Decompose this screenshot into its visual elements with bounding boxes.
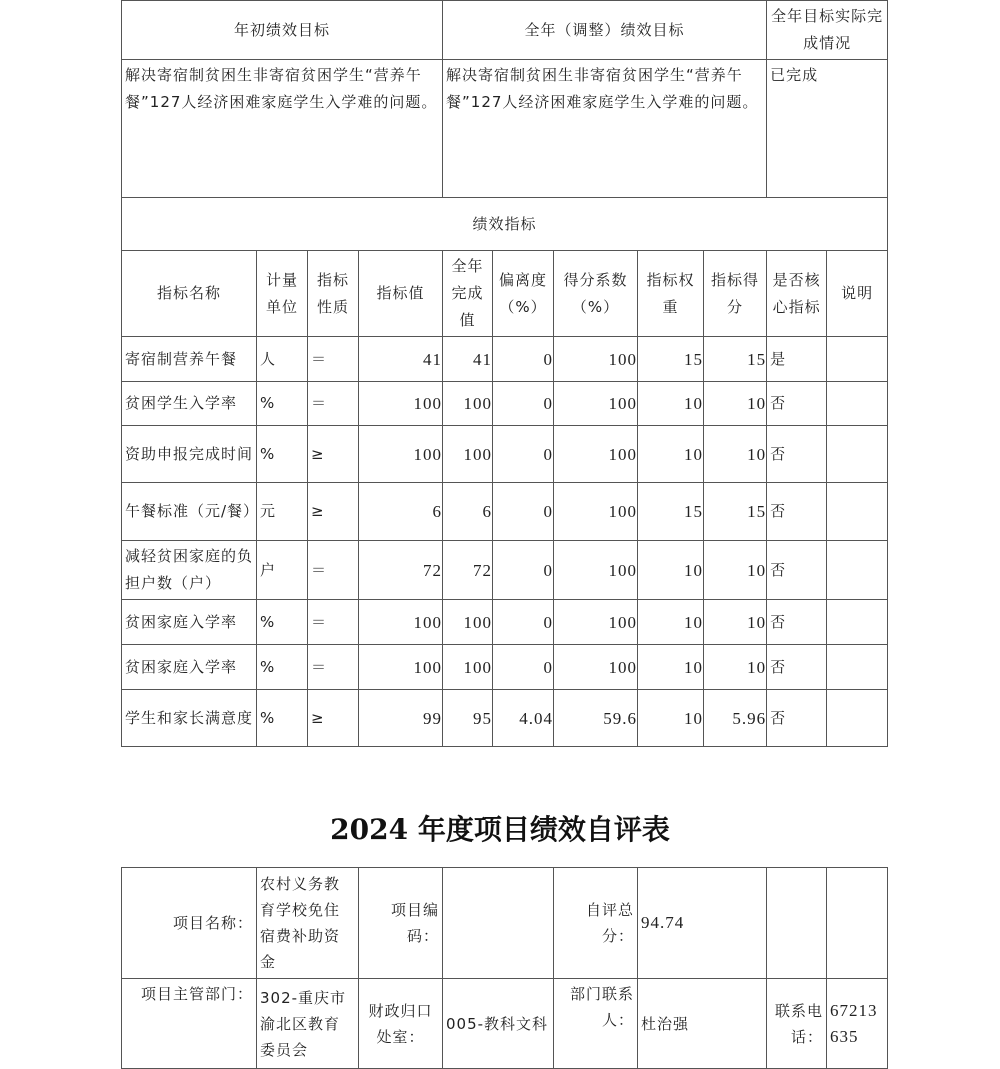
indicator-deviation: 0 — [493, 600, 554, 645]
indicator-core: 否 — [767, 690, 827, 747]
finance-office-label: 财政归口处室： — [359, 979, 443, 1069]
indicator-deviation: 4.04 — [493, 690, 554, 747]
indicator-name: 学生和家长满意度 — [122, 690, 257, 747]
indicator-core: 否 — [767, 541, 827, 600]
indicator-coefficient: 100 — [554, 645, 638, 690]
indicator-name: 午餐标准（元/餐） — [122, 483, 257, 541]
phone-label: 联系电话： — [767, 979, 827, 1069]
col-header: 计量单位 — [257, 251, 308, 337]
self-eval-title: 2024 年度项目绩效自评表 — [330, 813, 670, 846]
col-header: 指标性质 — [308, 251, 359, 337]
indicator-note — [827, 690, 888, 747]
indicator-score: 15 — [704, 337, 767, 382]
col-header: 全年完成值 — [443, 251, 493, 337]
indicator-actual: 100 — [443, 645, 493, 690]
indicator-nature: ＝ — [308, 600, 359, 645]
indicator-target: 6 — [359, 483, 443, 541]
col-header: 指标得分 — [704, 251, 767, 337]
indicator-score: 5.96 — [704, 690, 767, 747]
indicator-name: 贫困家庭入学率 — [122, 600, 257, 645]
indicator-note — [827, 426, 888, 483]
indicator-note — [827, 382, 888, 426]
indicator-score: 10 — [704, 426, 767, 483]
indicator-deviation: 0 — [493, 382, 554, 426]
indicator-target: 100 — [359, 600, 443, 645]
table-row — [122, 483, 888, 541]
table-row — [122, 645, 888, 690]
indicator-nature: ＝ — [308, 382, 359, 426]
col-header: 得分系数（%） — [554, 251, 638, 337]
indicator-name: 贫困学生入学率 — [122, 382, 257, 426]
indicator-weight: 10 — [638, 382, 704, 426]
indicator-deviation: 0 — [493, 541, 554, 600]
indicator-deviation: 0 — [493, 426, 554, 483]
self-eval-table — [121, 867, 888, 1069]
indicator-target: 41 — [359, 337, 443, 382]
indicator-actual: 41 — [443, 337, 493, 382]
col-header: 指标名称 — [122, 251, 257, 337]
indicator-actual: 95 — [443, 690, 493, 747]
indicator-actual: 72 — [443, 541, 493, 600]
indicator-target: 72 — [359, 541, 443, 600]
col-header: 说明 — [827, 251, 888, 337]
header-initial-goal: 年初绩效目标 — [122, 1, 443, 60]
indicator-note — [827, 541, 888, 600]
indicator-core: 否 — [767, 600, 827, 645]
table-row — [122, 690, 888, 747]
indicator-actual: 100 — [443, 382, 493, 426]
indicator-nature: ≥ — [308, 690, 359, 747]
indicator-coefficient: 100 — [554, 426, 638, 483]
contact-value: 杜治强 — [638, 979, 767, 1069]
empty-cell — [767, 868, 827, 979]
indicator-coefficient: 100 — [554, 483, 638, 541]
project-code-label: 项目编码： — [359, 868, 443, 979]
indicator-weight: 15 — [638, 337, 704, 382]
indicator-unit: % — [257, 645, 308, 690]
indicator-core: 否 — [767, 426, 827, 483]
header-actual-completion: 全年目标实际完成情况 — [767, 1, 888, 60]
indicator-score: 10 — [704, 600, 767, 645]
indicator-nature: ≥ — [308, 483, 359, 541]
empty-cell — [827, 868, 888, 979]
header-adjusted-goal: 全年（调整）绩效目标 — [443, 1, 767, 60]
indicators-header-row — [122, 251, 888, 337]
indicator-actual: 100 — [443, 600, 493, 645]
indicator-coefficient: 59.6 — [554, 690, 638, 747]
indicator-core: 否 — [767, 382, 827, 426]
indicator-name: 资助申报完成时间 — [122, 426, 257, 483]
indicator-coefficient: 100 — [554, 337, 638, 382]
indicator-unit: 元 — [257, 483, 308, 541]
indicator-coefficient: 100 — [554, 541, 638, 600]
indicator-name: 寄宿制营养午餐 — [122, 337, 257, 382]
indicator-actual: 100 — [443, 426, 493, 483]
col-header: 指标值 — [359, 251, 443, 337]
performance-goals-table — [121, 0, 888, 747]
project-name-value: 农村义务教育学校免住宿费补助资金 — [257, 868, 359, 979]
indicator-coefficient: 100 — [554, 382, 638, 426]
indicator-nature: ＝ — [308, 645, 359, 690]
total-score-value: 94.74 — [638, 868, 767, 979]
table-row — [122, 382, 888, 426]
indicator-unit: % — [257, 600, 308, 645]
indicator-score: 15 — [704, 483, 767, 541]
indicator-deviation: 0 — [493, 645, 554, 690]
indicator-weight: 10 — [638, 541, 704, 600]
indicator-weight: 15 — [638, 483, 704, 541]
indicator-unit: % — [257, 426, 308, 483]
indicator-target: 100 — [359, 645, 443, 690]
table-row — [122, 600, 888, 645]
indicator-weight: 10 — [638, 426, 704, 483]
indicator-note — [827, 600, 888, 645]
dept-label: 项目主管部门： — [122, 979, 257, 1069]
indicators-section-title: 绩效指标 — [122, 198, 888, 251]
indicator-note — [827, 483, 888, 541]
indicator-unit: % — [257, 382, 308, 426]
indicator-nature: ＝ — [308, 337, 359, 382]
indicator-deviation: 0 — [493, 483, 554, 541]
indicator-target: 100 — [359, 382, 443, 426]
table-row — [122, 541, 888, 600]
table-row — [122, 426, 888, 483]
col-header: 偏离度（%） — [493, 251, 554, 337]
indicator-nature: ≥ — [308, 426, 359, 483]
indicator-core: 否 — [767, 645, 827, 690]
indicator-note — [827, 645, 888, 690]
indicator-nature: ＝ — [308, 541, 359, 600]
phone-value: 67213635 — [827, 979, 888, 1069]
indicator-core: 是 — [767, 337, 827, 382]
indicator-deviation: 0 — [493, 337, 554, 382]
indicators-body — [122, 337, 888, 747]
indicator-note — [827, 337, 888, 382]
col-header: 是否核心指标 — [767, 251, 827, 337]
indicator-target: 99 — [359, 690, 443, 747]
total-score-label: 自评总分： — [554, 868, 638, 979]
indicator-score: 10 — [704, 645, 767, 690]
indicator-core: 否 — [767, 483, 827, 541]
indicator-score: 10 — [704, 382, 767, 426]
project-name-label: 项目名称： — [122, 868, 257, 979]
indicator-weight: 10 — [638, 690, 704, 747]
table-row — [122, 337, 888, 382]
project-code-value — [443, 868, 554, 979]
indicator-actual: 6 — [443, 483, 493, 541]
col-header: 指标权重 — [638, 251, 704, 337]
actual-status-text: 已完成 — [767, 60, 888, 198]
indicator-score: 10 — [704, 541, 767, 600]
indicator-weight: 10 — [638, 600, 704, 645]
initial-goal-text: 解决寄宿制贫困生非寄宿贫困学生“营养午餐”127人经济困难家庭学生入学难的问题。 — [122, 60, 443, 198]
indicator-weight: 10 — [638, 645, 704, 690]
dept-value: 302-重庆市渝北区教育委员会 — [257, 979, 359, 1069]
finance-office-value: 005-教科文科 — [443, 979, 554, 1069]
indicator-coefficient: 100 — [554, 600, 638, 645]
indicator-unit: 人 — [257, 337, 308, 382]
indicator-unit: % — [257, 690, 308, 747]
contact-label: 部门联系人： — [554, 979, 638, 1069]
indicator-unit: 户 — [257, 541, 308, 600]
indicator-name: 贫困家庭入学率 — [122, 645, 257, 690]
indicator-name: 减轻贫困家庭的负担户数（户） — [122, 541, 257, 600]
adjusted-goal-text: 解决寄宿制贫困生非寄宿贫困学生“营养午餐”127人经济困难家庭学生入学难的问题。 — [443, 60, 767, 198]
indicator-target: 100 — [359, 426, 443, 483]
